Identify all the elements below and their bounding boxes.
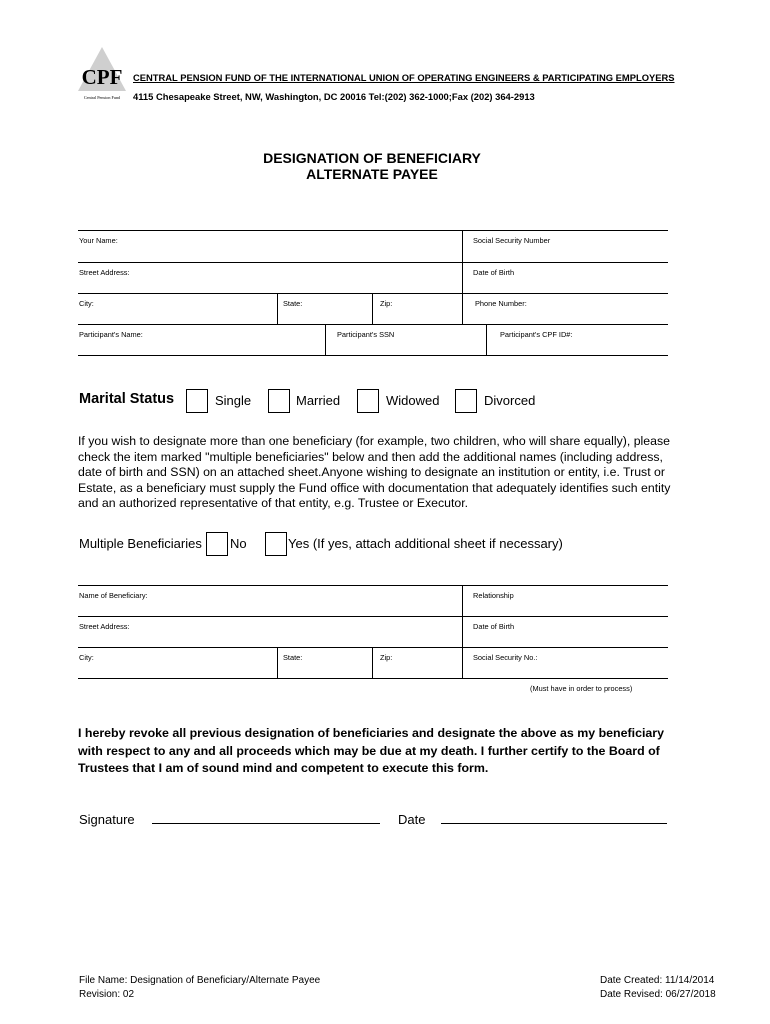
city-field[interactable]: City: (79, 299, 94, 308)
date-revised: Date Revised: 06/27/2018 (600, 989, 716, 1000)
beneficiary-state-field[interactable]: State: (283, 653, 303, 662)
divider (78, 293, 668, 294)
your-name-field[interactable]: Your Name: (79, 236, 118, 245)
ssn-field[interactable]: Social Security Number (473, 236, 551, 245)
date-of-birth-field[interactable]: Date of Birth (473, 268, 515, 277)
beneficiary-city-field[interactable]: City: (79, 653, 94, 662)
divider (277, 647, 278, 678)
logo-caption: Central Pension Fund (83, 95, 121, 100)
participant-name-field[interactable]: Participant's Name: (79, 330, 143, 339)
multiple-no-checkbox[interactable] (206, 532, 228, 556)
logo-text: CPF (81, 65, 123, 89)
divorced-label: Divorced (484, 393, 536, 408)
beneficiary-zip-field[interactable]: Zip: (380, 653, 393, 662)
date-line[interactable] (441, 823, 667, 824)
form-title: DESIGNATION OF BENEFICIARY (263, 150, 481, 166)
divider (462, 230, 463, 325)
divorced-checkbox[interactable] (455, 389, 477, 413)
divider (462, 585, 463, 678)
signature-line[interactable] (152, 823, 380, 824)
zip-field[interactable]: Zip: (380, 299, 393, 308)
divider (78, 230, 668, 231)
state-field[interactable]: State: (283, 299, 303, 308)
org-address: 4115 Chesapeake Street, NW, Washington, DC 20016 Tel:(202) 362-1000;Fax (202) 364-2913 (133, 91, 535, 102)
beneficiary-street-address-field[interactable]: Street Address: (79, 622, 130, 631)
divider (78, 355, 668, 356)
divider (372, 293, 373, 324)
date-created: Date Created: 11/14/2014 (600, 975, 715, 986)
street-address-field[interactable]: Street Address: (79, 268, 130, 277)
participant-ssn-field[interactable]: Participant's SSN (337, 330, 395, 339)
divider (372, 647, 373, 678)
ssn-required-note: (Must have in order to process) (530, 684, 633, 693)
relationship-field[interactable]: Relationship (473, 591, 514, 600)
beneficiary-date-of-birth-field[interactable]: Date of Birth (473, 622, 515, 631)
single-label: Single (215, 393, 252, 408)
divider (78, 262, 668, 263)
form-subtitle: ALTERNATE PAYEE (306, 166, 438, 182)
divider (277, 293, 278, 324)
phone-field[interactable]: Phone Number: (475, 299, 527, 308)
signature-label: Signature (79, 812, 135, 827)
file-name: File Name: Designation of Beneficiary/Alternate Payee (79, 975, 321, 986)
cpf-logo (76, 46, 128, 102)
divider (78, 647, 668, 648)
divider (78, 616, 668, 617)
married-label: Married (296, 393, 341, 408)
married-checkbox[interactable] (268, 389, 290, 413)
single-checkbox[interactable] (186, 389, 208, 413)
certification-text: I hereby revoke all previous designation of beneficiaries and designate the above as my beneficiary with respect to any and all proceeds which may be due at my death. I further certify to the Board of Trustees that I am of sound mind and competent to execute this form. (78, 726, 665, 775)
divider (486, 324, 487, 355)
multiple-no-label: No (230, 536, 247, 551)
divider (78, 324, 668, 325)
divider (78, 585, 668, 586)
beneficiary-name-field[interactable]: Name of Beneficiary: (79, 591, 148, 600)
org-name: CENTRAL PENSION FUND OF THE INTERNATIONAL UNION OF OPERATING ENGINEERS & PARTICIPATING EMPLOYERS (133, 72, 675, 83)
widowed-checkbox[interactable] (357, 389, 379, 413)
multiple-beneficiaries-label: Multiple Beneficiaries (79, 536, 202, 551)
multiple-yes-label: Yes (If yes, attach additional sheet if necessary) (288, 536, 563, 551)
beneficiary-ssn-field[interactable]: Social Security No.: (473, 653, 538, 662)
multiple-yes-checkbox[interactable] (265, 532, 287, 556)
divider (325, 324, 326, 355)
divider (78, 678, 668, 679)
participant-cpf-id-field[interactable]: Participant's CPF ID#: (500, 330, 573, 339)
marital-status-label: Marital Status (79, 391, 175, 407)
widowed-label: Widowed (386, 393, 440, 408)
instructions-text: If you wish to designate more than one beneficiary (for example, two children, who will share equally), please check the item marked "multiple beneficiaries" below and then add the additional names (including address, date of birth and SSN) on an attached sheet.Anyone wishing to designate an institution or entity, i.e. Trust or Estate, as a beneficiary must supply the Fund office with documentation that adequately identifies such entity and an authorized representative of that entity, e.g. Trustee or Executor. (78, 434, 671, 511)
revision: Revision: 02 (79, 989, 135, 1000)
date-label: Date (398, 812, 426, 827)
